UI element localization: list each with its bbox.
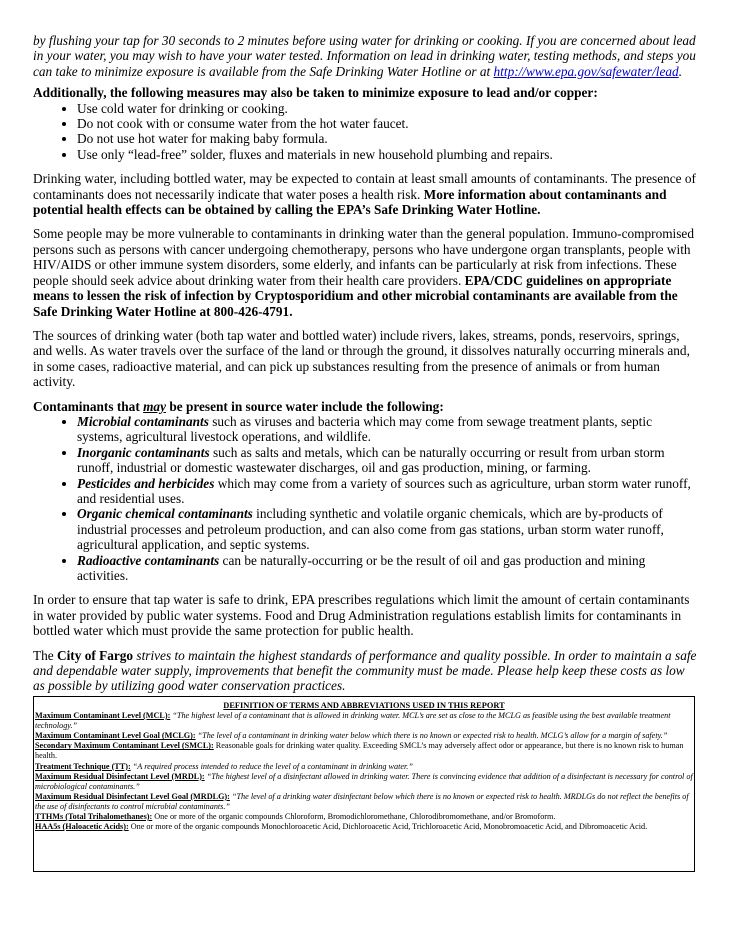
contaminant-text: which may come from a variety of sources such as agriculture, urban storm water runoff, and residential uses.	[77, 475, 691, 506]
definition-item	[35, 731, 693, 741]
bottled-water-bold: More information about contaminants and potential health effects can be obtained by calling the EPA’s Safe Drinking Water Hotline.	[33, 186, 667, 218]
definitions-box	[33, 696, 695, 872]
list-item	[77, 414, 699, 445]
contaminant-term: Inorganic contaminants	[77, 444, 210, 460]
definition-text: “The level of a contaminant in drinking water below which there is no known or expected risk to health. MCLG’s allow for a margin of safety.”	[195, 731, 668, 741]
definitions-title: DEFINITION OF TERMS AND ABBREVIATIONS USED IN THIS REPORT	[223, 701, 505, 710]
definition-text: “The highest level of a contaminant that is allowed in drinking water. MCL’s are set as close to the MCLG as feasible using the best available treatment technology.”	[35, 711, 671, 731]
definition-text: “The highest level of a disinfectant allowed in drinking water. There is convincing evidence that addition of a disinfectant is necessary for control of microbiological contaminants.”	[35, 771, 693, 791]
regulations-paragraph: In order to ensure that tap water is safe to drink, EPA prescribes regulations which limit the amount of certain contaminants in water provided by public water systems. Food and Drug Administration regulations establish limits for contaminants in bottled water which must provide the same protection for public health.	[33, 592, 690, 639]
definition-term: Maximum Contaminant Level Goal (MCLG):	[35, 731, 196, 741]
lead-intro-end: .	[678, 63, 683, 79]
definition-term: Maximum Residual Disinfectant Level (MRDL):	[35, 771, 205, 781]
fargo-pre: The	[33, 647, 57, 663]
contaminant-text: such as salts and metals, which can be naturally occurring or result from urban storm runoff, industrial or domestic wastewater discharges, oil and gas production, mining, or farming.	[77, 444, 665, 476]
report-page	[33, 33, 699, 694]
contaminant-text: can be naturally-occurring or be the result of oil and gas production and mining activities.	[77, 552, 646, 583]
measures-heading: Additionally, the following measures may also be taken to minimize exposure to lead and/or copper:	[33, 85, 598, 101]
definition-item	[35, 762, 693, 772]
measures-list	[33, 101, 699, 163]
contaminant-term: Organic chemical contaminants	[77, 506, 253, 522]
definition-term: Maximum Residual Disinfectant Level Goal (MRDLG):	[35, 791, 230, 801]
epa-lead-link[interactable]: http://www.epa.gov/safewater/lead	[493, 63, 679, 79]
vulnerable-bold: EPA/CDC guidelines on appropriate means to lessen the risk of infection by Cryptosporidium and other microbial contaminants are available from the Safe Drinking Water Hotline at 800-426-4791.	[33, 272, 678, 319]
definition-text: “A required process intended to reduce the level of a contaminant in drinking water.”	[130, 761, 413, 771]
definition-term: Maximum Contaminant Level (MCL):	[35, 711, 171, 721]
sources-paragraph: The sources of drinking water (both tap water and bottled water) include rivers, lakes, streams, ponds, reservoirs, springs, and wells. As water travels over the surface of the land or through the ground, it dissolves naturally occurring minerals and, in some cases, radioactive material, and can pick up substances resulting from the presence of animals or from human activity.	[33, 327, 690, 390]
list-item: • Do not use hot water for making baby formula.	[77, 131, 699, 146]
list-item: • Use cold water for drinking or cooking.	[77, 101, 699, 116]
definition-item	[35, 792, 693, 812]
bottled-water-text: Drinking water, including bottled water, may be expected to contain at least small amounts of contaminants. The presence of contaminants does not necessarily indicate that water poses a health risk.	[33, 171, 696, 202]
lead-intro-paragraph	[33, 33, 699, 79]
definition-item	[35, 772, 693, 792]
vulnerable-paragraph	[33, 226, 699, 318]
list-item: • Use only “lead-free” solder, fluxes and materials in new household plumbing and repairs.	[77, 147, 699, 162]
contaminants-heading-pre: Contaminants that	[33, 398, 144, 414]
contaminant-term: Microbial contaminants	[77, 413, 209, 429]
definition-term: Treatment Technique (TT):	[35, 761, 131, 771]
contaminant-text: including synthetic and volatile organic chemicals, which are by-products of industrial processes and petroleum production, and can also come from gas stations, urban storm water runoff, agricultural application, and septic systems.	[77, 506, 664, 553]
list-item	[77, 553, 699, 584]
contaminants-heading-may: may	[143, 398, 166, 414]
lead-intro-text: by flushing your tap for 30 seconds to 2 minutes before using water for drinking or cooking. If you are concerned about lead in your water, you may wish to have your water tested. Information on lead in drinking water, testing methods, and steps you can take to minimize exposure is available from the Safe Drinking Water Hotline or at	[33, 33, 696, 79]
contaminants-list	[33, 414, 699, 583]
definition-term: HAA5s (Haloacetic Acids):	[35, 822, 129, 832]
fargo-paragraph	[33, 648, 699, 694]
contaminant-text: such as viruses and bacteria which may come from sewage treatment plants, septic systems, agricultural livestock operations, and wildlife.	[77, 413, 652, 445]
definition-text: “The level of a drinking water disinfectant below which there is no known or expected risk to health. MRDLGs do not reflect the benefits of the use of disinfectants to control microbial contaminants.”	[35, 791, 689, 811]
definition-item	[35, 711, 693, 731]
contaminant-term: Pesticides and herbicides	[77, 475, 215, 491]
definition-item	[35, 741, 693, 761]
definition-text: One or more of the organic compounds Monochloroacetic Acid, Dichloroacetic Acid, Trichloroacetic Acid, Monobromoacetic Acid, and Dibromoacetic Acid.	[128, 822, 648, 832]
definition-text: One or more of the organic compounds Chloroform, Bromodichloromethane, Chlorodibromomethane, and/or Bromoform.	[152, 812, 556, 822]
list-item	[77, 476, 699, 507]
fargo-name: City of Fargo	[57, 647, 134, 663]
definition-term: Secondary Maximum Contaminant Level (SMCL):	[35, 741, 214, 751]
contaminants-heading	[33, 399, 699, 414]
vulnerable-text: Some people may be more vulnerable to contaminants in drinking water than the general population. Immuno-compromised persons such as persons with cancer undergoing chemotherapy, persons who have undergone organ transplants, people with HIV/AIDS or other immune system disorders, some elderly, and infants can be particularly at risk from infections. These people should seek advice about drinking water from their health care providers.	[33, 226, 694, 288]
list-item: • Do not cook with or consume water from the hot water faucet.	[77, 116, 699, 131]
definition-item	[35, 822, 693, 832]
definition-term: TTHMs (Total Trihalomethanes):	[35, 812, 153, 822]
list-item	[77, 445, 699, 476]
contaminants-heading-post: be present in source water include the following:	[166, 398, 444, 414]
fargo-text: strives to maintain the highest standards of performance and quality possible. In order to maintain a safe and dependable water supply, improvements that benefit the community must be made. Please help keep these costs as low as possible by utilizing good water conservation practices.	[33, 647, 697, 694]
definition-text: Reasonable goals for drinking water quality. Exceeding SMCL’s may adversely affect odor or appearance, but there is no known risk to human health.	[35, 741, 684, 761]
definition-item	[35, 812, 693, 822]
bottled-water-paragraph	[33, 171, 699, 217]
list-item	[77, 506, 699, 552]
contaminant-term: Radioactive contaminants	[77, 552, 220, 568]
